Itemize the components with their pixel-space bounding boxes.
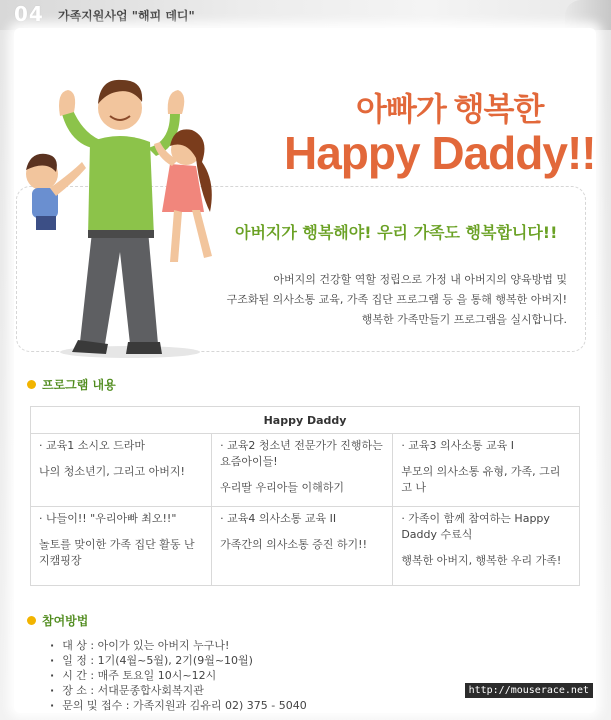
program-item-title: · 교육4 의사소통 교육 II — [220, 512, 337, 525]
program-item-body: 행복한 아버지, 행복한 우리 가족! — [401, 554, 562, 567]
watermark: http://mouserace.net — [465, 683, 593, 698]
header-tab-decoration — [565, 0, 611, 30]
table-row — [31, 507, 580, 586]
table-cell — [31, 507, 212, 586]
program-item-title: · 교육2 청소년 전문가가 진행하는 요즘아이들! — [220, 439, 383, 468]
table-cell — [212, 434, 393, 507]
program-heading-text: 프로그램 내용 — [42, 378, 116, 392]
list-item: · 장 소 : 서대문종합사회복지관 — [50, 683, 307, 698]
table-title: Happy Daddy — [31, 407, 580, 434]
table-row — [31, 434, 580, 507]
program-item-title: · 가족이 함께 참여하는 Happy Daddy 수료식 — [401, 512, 550, 541]
program-section-heading — [27, 376, 116, 393]
program-item-title: · 교육1 소시오 드라마 — [39, 439, 145, 452]
list-item: · 문의 및 접수 : 가족지원과 김유리 02) 375 - 5040 — [50, 698, 307, 713]
participation-heading-text: 참여방법 — [42, 614, 89, 628]
program-item-body: 나의 청소년기, 그리고 아버지! — [39, 465, 185, 478]
program-item-body: 가족간의 의사소통 증진 하기!! — [220, 538, 367, 551]
header-bar — [0, 0, 611, 30]
hero-slogan: 아버지가 행복해야! 우리 가족도 행복합니다!! — [235, 223, 558, 242]
program-item-title: · 교육3 의사소통 교육 I — [401, 439, 515, 452]
page-title: 가족지원사업 "해피 데디" — [58, 9, 195, 23]
table-cell — [393, 507, 580, 586]
participation-section-heading — [27, 612, 88, 629]
program-table — [30, 406, 580, 586]
section-number: 04 — [14, 2, 44, 26]
participation-list — [50, 638, 307, 713]
list-item: · 시 간 : 매주 토요일 10시~12시 — [50, 668, 307, 683]
family-illustration — [20, 62, 225, 362]
program-item-body: 부모의 의사소통 유형, 가족, 그리고 나 — [401, 465, 561, 494]
hero-heading-line2: Happy Daddy!! — [284, 127, 596, 179]
list-item: · 일 정 : 1기(4월~5월), 2기(9월~10월) — [50, 653, 307, 668]
hero-heading-line1: 아빠가 행복한 — [356, 91, 544, 127]
description-line: 행복한 가족만들기 프로그램을 실시합니다. — [361, 313, 567, 326]
description-line: 아버지의 건강할 역할 정립으로 가정 내 아버지의 양육방법 및 — [273, 273, 567, 286]
program-item-title: · 나들이!! "우리아빠 최오!!" — [39, 512, 177, 525]
hero-description — [207, 270, 567, 330]
list-item: · 대 상 : 아이가 있는 아버지 누구나! — [50, 638, 307, 653]
program-item-body: 놀토를 맞이한 가족 집단 활동 난지캠핑장 — [39, 538, 195, 567]
program-item-body: 우리딸 우리아들 이해하기 — [220, 481, 345, 494]
bullet-dot-icon — [27, 616, 36, 625]
description-line: 구조화된 의사소통 교육, 가족 집단 프로그램 등 을 통해 행복한 아버지! — [226, 293, 567, 306]
table-cell — [212, 507, 393, 586]
table-cell — [393, 434, 580, 507]
table-cell — [31, 434, 212, 507]
bullet-dot-icon — [27, 380, 36, 389]
